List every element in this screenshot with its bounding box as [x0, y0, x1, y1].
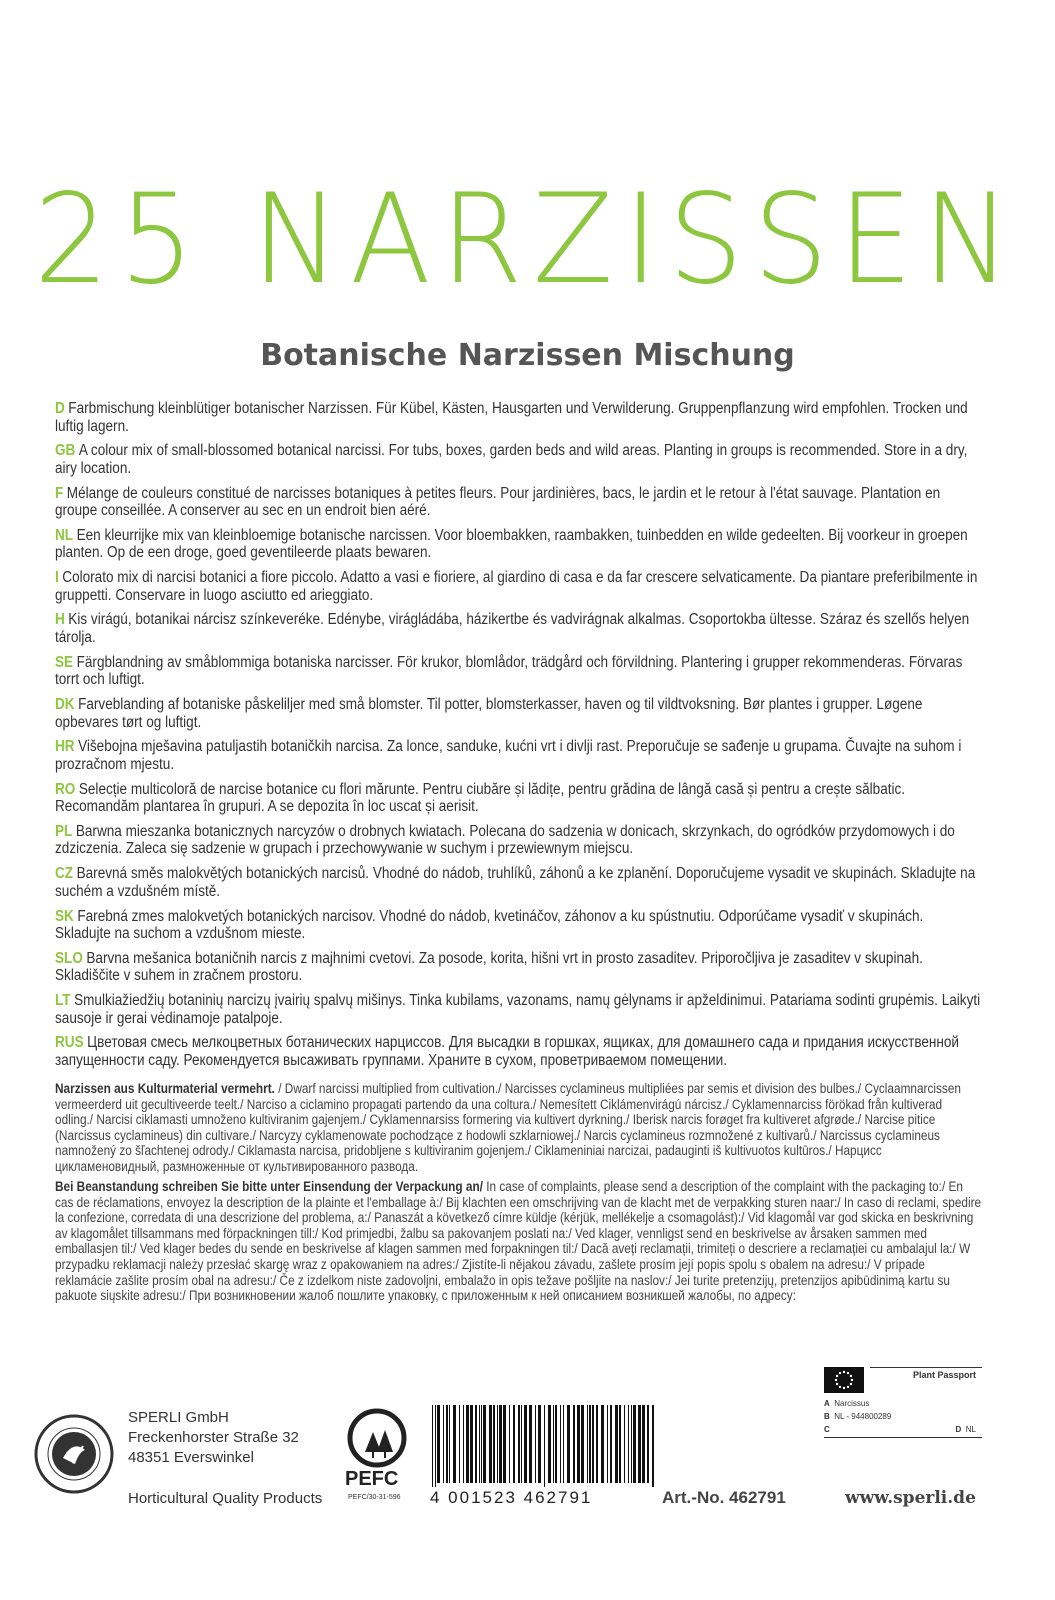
language-code: I — [55, 569, 59, 587]
barcode-bar — [499, 1405, 502, 1483]
description-gb — [55, 442, 983, 484]
description-d — [55, 400, 983, 442]
barcode-bar — [567, 1405, 570, 1483]
barcode-bar — [560, 1405, 561, 1483]
barcode-bar — [437, 1405, 440, 1483]
description-text: Višebojna mješavina patuljastih botaničkih narcisa. Za lonce, sanduke, kućni vrt i divlji rast. Preporučuje se sađenje u grupama. Čuvajte na suhom i prozračnom mjestu. — [55, 738, 962, 773]
language-code: SK — [55, 907, 74, 925]
barcode-bar — [596, 1405, 598, 1483]
language-code: F — [55, 484, 64, 502]
barcode-bar — [607, 1405, 608, 1483]
description-lt — [55, 992, 983, 1034]
description-text: Farebná zmes malokvetých botanických narcisov. Vhodné do nádob, kvetináčov, záhonov a ku spústnutiu. Odporúčame vysadiť v skupinách. Skladujte na suchom a vzdušnom mieste. — [55, 907, 924, 943]
description-i — [55, 569, 983, 611]
description-text: Цветовая смесь мелкоцветных ботанических нарциссов. Для высадки в горшках, ящиках, для домашнего сада и придания искусственной запущенности саду. Рекомендуется высаживать группами. Храните в сухом, проветриваемом помещении. — [55, 1034, 960, 1069]
barcode-bar — [446, 1405, 448, 1483]
barcode-bar — [463, 1405, 464, 1483]
language-code: CZ — [55, 865, 74, 883]
barcode-bar — [443, 1405, 444, 1483]
language-code: SLO — [55, 949, 83, 967]
description-slo — [55, 950, 983, 992]
barcode-bar — [610, 1405, 612, 1483]
description-text: Barwna mieszanka botanicznych narcyzów o drobnych kwiatach. Polecana do sadzenia w donicach, skrzynkach, do ogródków przydomowych i do zdziczenia. Zaleca się sadzenie w grupach i przechowywanie w suchym i przewiewnym miejscu. — [55, 822, 955, 858]
barcode-bar — [563, 1405, 564, 1483]
barcode-bar — [548, 1405, 551, 1483]
description-ro — [55, 781, 983, 823]
description-text: Een kleurrijke mix van kleinbloemige botanische narcissen. Voor bloembakken, raambakken, tuinbedden en wilde gedeelten. Bij voorkeur in groepen planten. Op de een droge, goed geventileerde plaats bewaren. — [55, 526, 968, 562]
company-tagline: Horticultural Quality Products — [128, 1490, 323, 1507]
barcode-bar — [631, 1405, 632, 1483]
language-code: LT — [55, 992, 71, 1010]
barcode-bar — [633, 1405, 636, 1483]
article-number: Art.-No. 462791 — [662, 1488, 786, 1507]
barcode-bar — [652, 1405, 654, 1487]
barcode-bar — [483, 1405, 486, 1483]
language-code: RUS — [55, 1034, 84, 1052]
barcode-bar — [624, 1405, 625, 1483]
description-text: Colorato mix di narcisi botanici a fiore piccolo. Adatto a vasi e fioriere, al giardino di casa e da far crescere selvaticamente. Da piantare preferibilmente in gruppetti. Conservare in luogo asciutto ed arieggiato. — [55, 569, 978, 604]
description-cz — [55, 865, 983, 907]
barcode-bar — [509, 1405, 510, 1483]
barcode-bar — [459, 1405, 460, 1483]
language-code: PL — [55, 822, 73, 840]
barcode-bar — [573, 1405, 575, 1483]
pp-c-label: C — [824, 1425, 830, 1434]
language-code: SE — [55, 653, 74, 671]
description-text: Barvna mešanica botaničnih narcis z majhnimi cvetovi. Za posode, korita, hišni vrt in prosto zasaditev. Priporočljiva je zasaditev v skupinah. Skladiščite v suhem in zračnem prostoru. — [55, 949, 923, 985]
barcode-bar — [503, 1405, 506, 1483]
description-sk — [55, 908, 983, 950]
language-code: RO — [55, 780, 76, 798]
pefc-label: PEFC — [345, 1468, 399, 1490]
language-code: D — [55, 400, 65, 417]
barcode-bar — [555, 1405, 557, 1483]
barcode-bar — [615, 1405, 618, 1483]
barcode-bar — [453, 1405, 456, 1483]
company-street: Freckenhorster Straße 32 — [128, 1429, 299, 1446]
pefc-logo-icon — [345, 1408, 421, 1470]
barcode-bar — [435, 1405, 436, 1487]
description-hr — [55, 738, 983, 780]
description-nl — [55, 527, 983, 569]
description-pl — [55, 823, 983, 865]
barcode-bar — [587, 1405, 588, 1483]
barcode-bar — [619, 1405, 621, 1483]
pp-d-value: NL — [965, 1425, 976, 1434]
pp-b-value: NL - 944800289 — [834, 1412, 892, 1421]
barcode-bar — [529, 1405, 532, 1483]
website-link[interactable]: www.sperli.de — [845, 1488, 976, 1508]
pp-a-value: Narcissus — [834, 1399, 870, 1408]
origin-lead: Narzissen aus Kulturmaterial vermehrt. — [55, 1081, 275, 1096]
barcode-bar — [524, 1405, 527, 1483]
barcode-bar — [521, 1405, 522, 1483]
language-code: HR — [55, 738, 75, 756]
barcode-bar — [581, 1405, 584, 1483]
barcode-bar — [544, 1405, 545, 1487]
description-f — [55, 485, 983, 527]
product-title: 25 NARZISSEN — [34, 166, 1021, 312]
language-code: NL — [55, 526, 74, 544]
barcode-bar — [638, 1405, 641, 1483]
language-code: H — [55, 611, 65, 629]
barcode-bar — [475, 1405, 477, 1483]
barcode-bar — [642, 1405, 645, 1483]
barcode-bar — [628, 1405, 629, 1483]
description-text: Mélange de couleurs constitué de narcisses botaniques à petites fleurs. Pour jardinières, bacs, le jardin et le retour à l'état sauvage. Plantation en groupe conseillée. A conserver au sec en un endroit bien aéré. — [55, 484, 941, 520]
language-code: DK — [55, 696, 75, 714]
origin-note — [55, 1081, 983, 1175]
eu-flag-icon — [824, 1367, 864, 1393]
description-text: Kis virágú, botanikai nárcisz színkeveréke. Edénybe, virágládába, házikertbe és vadvirágnak alkalmas. Csoportokba ültesse. Száraz és szellős helyen tárolja. — [55, 611, 970, 646]
barcode-bar — [449, 1405, 450, 1483]
barcode-bar — [432, 1405, 433, 1487]
language-code: GB — [55, 442, 76, 460]
barcode-bar — [647, 1405, 649, 1483]
description-text: A colour mix of small-blossomed botanical narcissi. For tubs, boxes, garden beds and wild areas. Planting in groups is recommended. Store in a dry, airy location. — [55, 442, 968, 477]
barcode-bar — [518, 1405, 520, 1483]
description-text: Färgblandning av småblommiga botaniska narcisser. För krukor, blomlådor, trädgård och förvildning. Plantering i grupper rekommenderas. Förvaras torrt och luftigt. — [55, 653, 963, 689]
description-text: Farveblanding af botaniske påskeliljer med små blomster. Til potter, blomsterkasser, haven og til vildtvoksning. Bør plantes i grupper. Løgene opbevares tørt og luftigt. — [55, 696, 923, 731]
description-h — [55, 611, 983, 653]
company-city: 48351 Everswinkel — [128, 1449, 254, 1466]
origin-text: / Dwarf narcissi multiplied from cultivation./ Narcisses cyclamineus multipliées par semis et division des bulbes./ Cyclaamnarcissen vermeerderd uit gecultiveerde teelt./ Narciso a ciclamino propagati partendo da una coltura./ Nemesített Ciklámenvirágú nárcisz./ Cyklamennarciss förökad från kultiverad odling./ Narcisi ciklamasti umnoženo kultiviranim gajenjem./ Cyklamennarsiss formering via kultivert dyrkning./ Iberisk narcis forøget fra kultiveret afgrøde./ Narcise pitice (Narcissus cyclamineus) din cultivare./ Narcyzy cyklamenowate pochodzące z hodowli szklarniowej./ Narcis cyclamineus rozmnožené z kultivarů./ Narcissus cyclamineus namnožený zo šľachtenej odrody./ Ciklamasta narcisa, pridobljene s kultiviranim gojenjem./ Ciklameniniai narcizai, padauginti iš kultivuotos kultūros./ Нарцисс цикламеновидный, размноженные от культивированного развода. — [55, 1081, 961, 1174]
barcode-number: 4 001523 462791 — [430, 1488, 593, 1507]
barcode-bar — [470, 1405, 473, 1483]
pp-d-label: D — [955, 1425, 962, 1434]
complaints-text: In case of complaints, please send a description of the complaint with the packaging to:/ En cas de réclamations, envoyez la description de la plainte et l'emballage à:/ Bij klachten een omschrijving van de klacht met de verpakking sturen naar:/ In caso di reclami, spedire la confezione, corredata di una descrizione del problema, a:/ Panaszát a következő címre küldje (kérjük, mellékelje a csomagolást):/ Vid klagomål var god skicka en beskrivning av klagomålet tillsammans med förpackningen till:/ Kod primjedbi, žalbu sa pakovanjem poslati na:/ Ved klager, vennligst send en beskrivelse av årsaken sammen med emballasjen til:/ Ved klager bedes du sende en beskrivelse af klagen sammen med forpakningen til:/ Dacă aveți reclamații, trimiteți o descriere a reclamației cu ambalajul la:/ W przypadku reklamacji należy przesłać skargę wraz z opakowaniem na adres:/ Zjistíte-li nějakou závadu, zašlete prosím její popis spolu s obalem na adresu:/ V prípade reklamácie zašlite prosím obal na adresu:/ Če z izdelkom niste zadovoljni, embalažo in opis težave pošljite na naslov:/ Jei turite pretenzijų, pretenzijos apibūdinimą kartu su pakuote siųskite adresu:/ При возникновении жалоб пошлите упаковку, с приложенным к ней описанием возникшей жалобы, по адресу: — [55, 1179, 982, 1304]
description-se — [55, 654, 983, 696]
product-subtitle: Botanische Narzissen Mischung — [260, 338, 795, 373]
description-text: Selecție multicoloră de narcise botanice cu flori mărunte. Pentru ciubăre și lădițe, pentru grădina de lângă casă și pentru a crește sălbatic. Recomandăm plantarea în grupuri. A se depozita în loc uscat și aerisit. — [55, 780, 906, 816]
barcode-bar — [481, 1405, 482, 1483]
barcode-bar — [601, 1405, 604, 1483]
company-name: SPERLI GmbH — [128, 1409, 229, 1426]
plant-passport — [822, 1365, 982, 1440]
barcode-bar — [589, 1405, 591, 1483]
barcode-bar — [489, 1405, 492, 1483]
complaints-lead: Bei Beanstandung schreiben Sie bitte unter Einsendung der Verpackung an/ — [55, 1179, 483, 1194]
barcode-bar — [592, 1405, 594, 1483]
barcode-bar — [535, 1405, 536, 1483]
pp-a-label: A — [824, 1399, 830, 1408]
sustainable-supplier-seal-icon — [33, 1402, 115, 1506]
description-text: Smulkiažiedžių botaninių narcizų įvairių spalvų mišinys. Tinka kubilams, vazonams, namų gėlynams ir apželdinimui. Patariama sodinti grupėmis. Laikyti sausoje ir gerai vėdinamoje patalpoje. — [55, 992, 981, 1027]
description-rus — [55, 1034, 983, 1076]
barcode-bar — [479, 1405, 480, 1483]
barcode-bar — [497, 1405, 498, 1483]
company-address — [128, 1408, 299, 1468]
barcode-bar — [466, 1405, 469, 1483]
plant-passport-title: Plant Passport — [912, 1370, 976, 1380]
barcode-bar — [577, 1405, 580, 1483]
pefc-code: PEFC/30-31-596 — [348, 1494, 401, 1501]
barcode-bar — [553, 1405, 554, 1483]
barcode-bar — [538, 1405, 541, 1483]
complaints-note — [55, 1179, 983, 1304]
description-text: Farbmischung kleinblütiger botanischer Narzissen. Für Kübel, Kästen, Hausgarten und Verwilderung. Gruppenpflanzung wird empfohlen. Trocken und luftig lagern. — [55, 400, 968, 435]
multilingual-descriptions — [55, 400, 983, 1077]
pp-b-label: B — [824, 1412, 830, 1421]
barcode-bar — [513, 1405, 515, 1483]
description-dk — [55, 696, 983, 738]
barcode — [432, 1405, 657, 1487]
description-text: Barevná směs malokvětých botanických narcisů. Vhodné do nádob, truhlíků, záhonů a ke zplanění. Doporučujeme vysadit ve skupinách. Skladujte na suchém a vzdušném místě. — [55, 865, 976, 900]
barcode-bar — [493, 1405, 495, 1483]
